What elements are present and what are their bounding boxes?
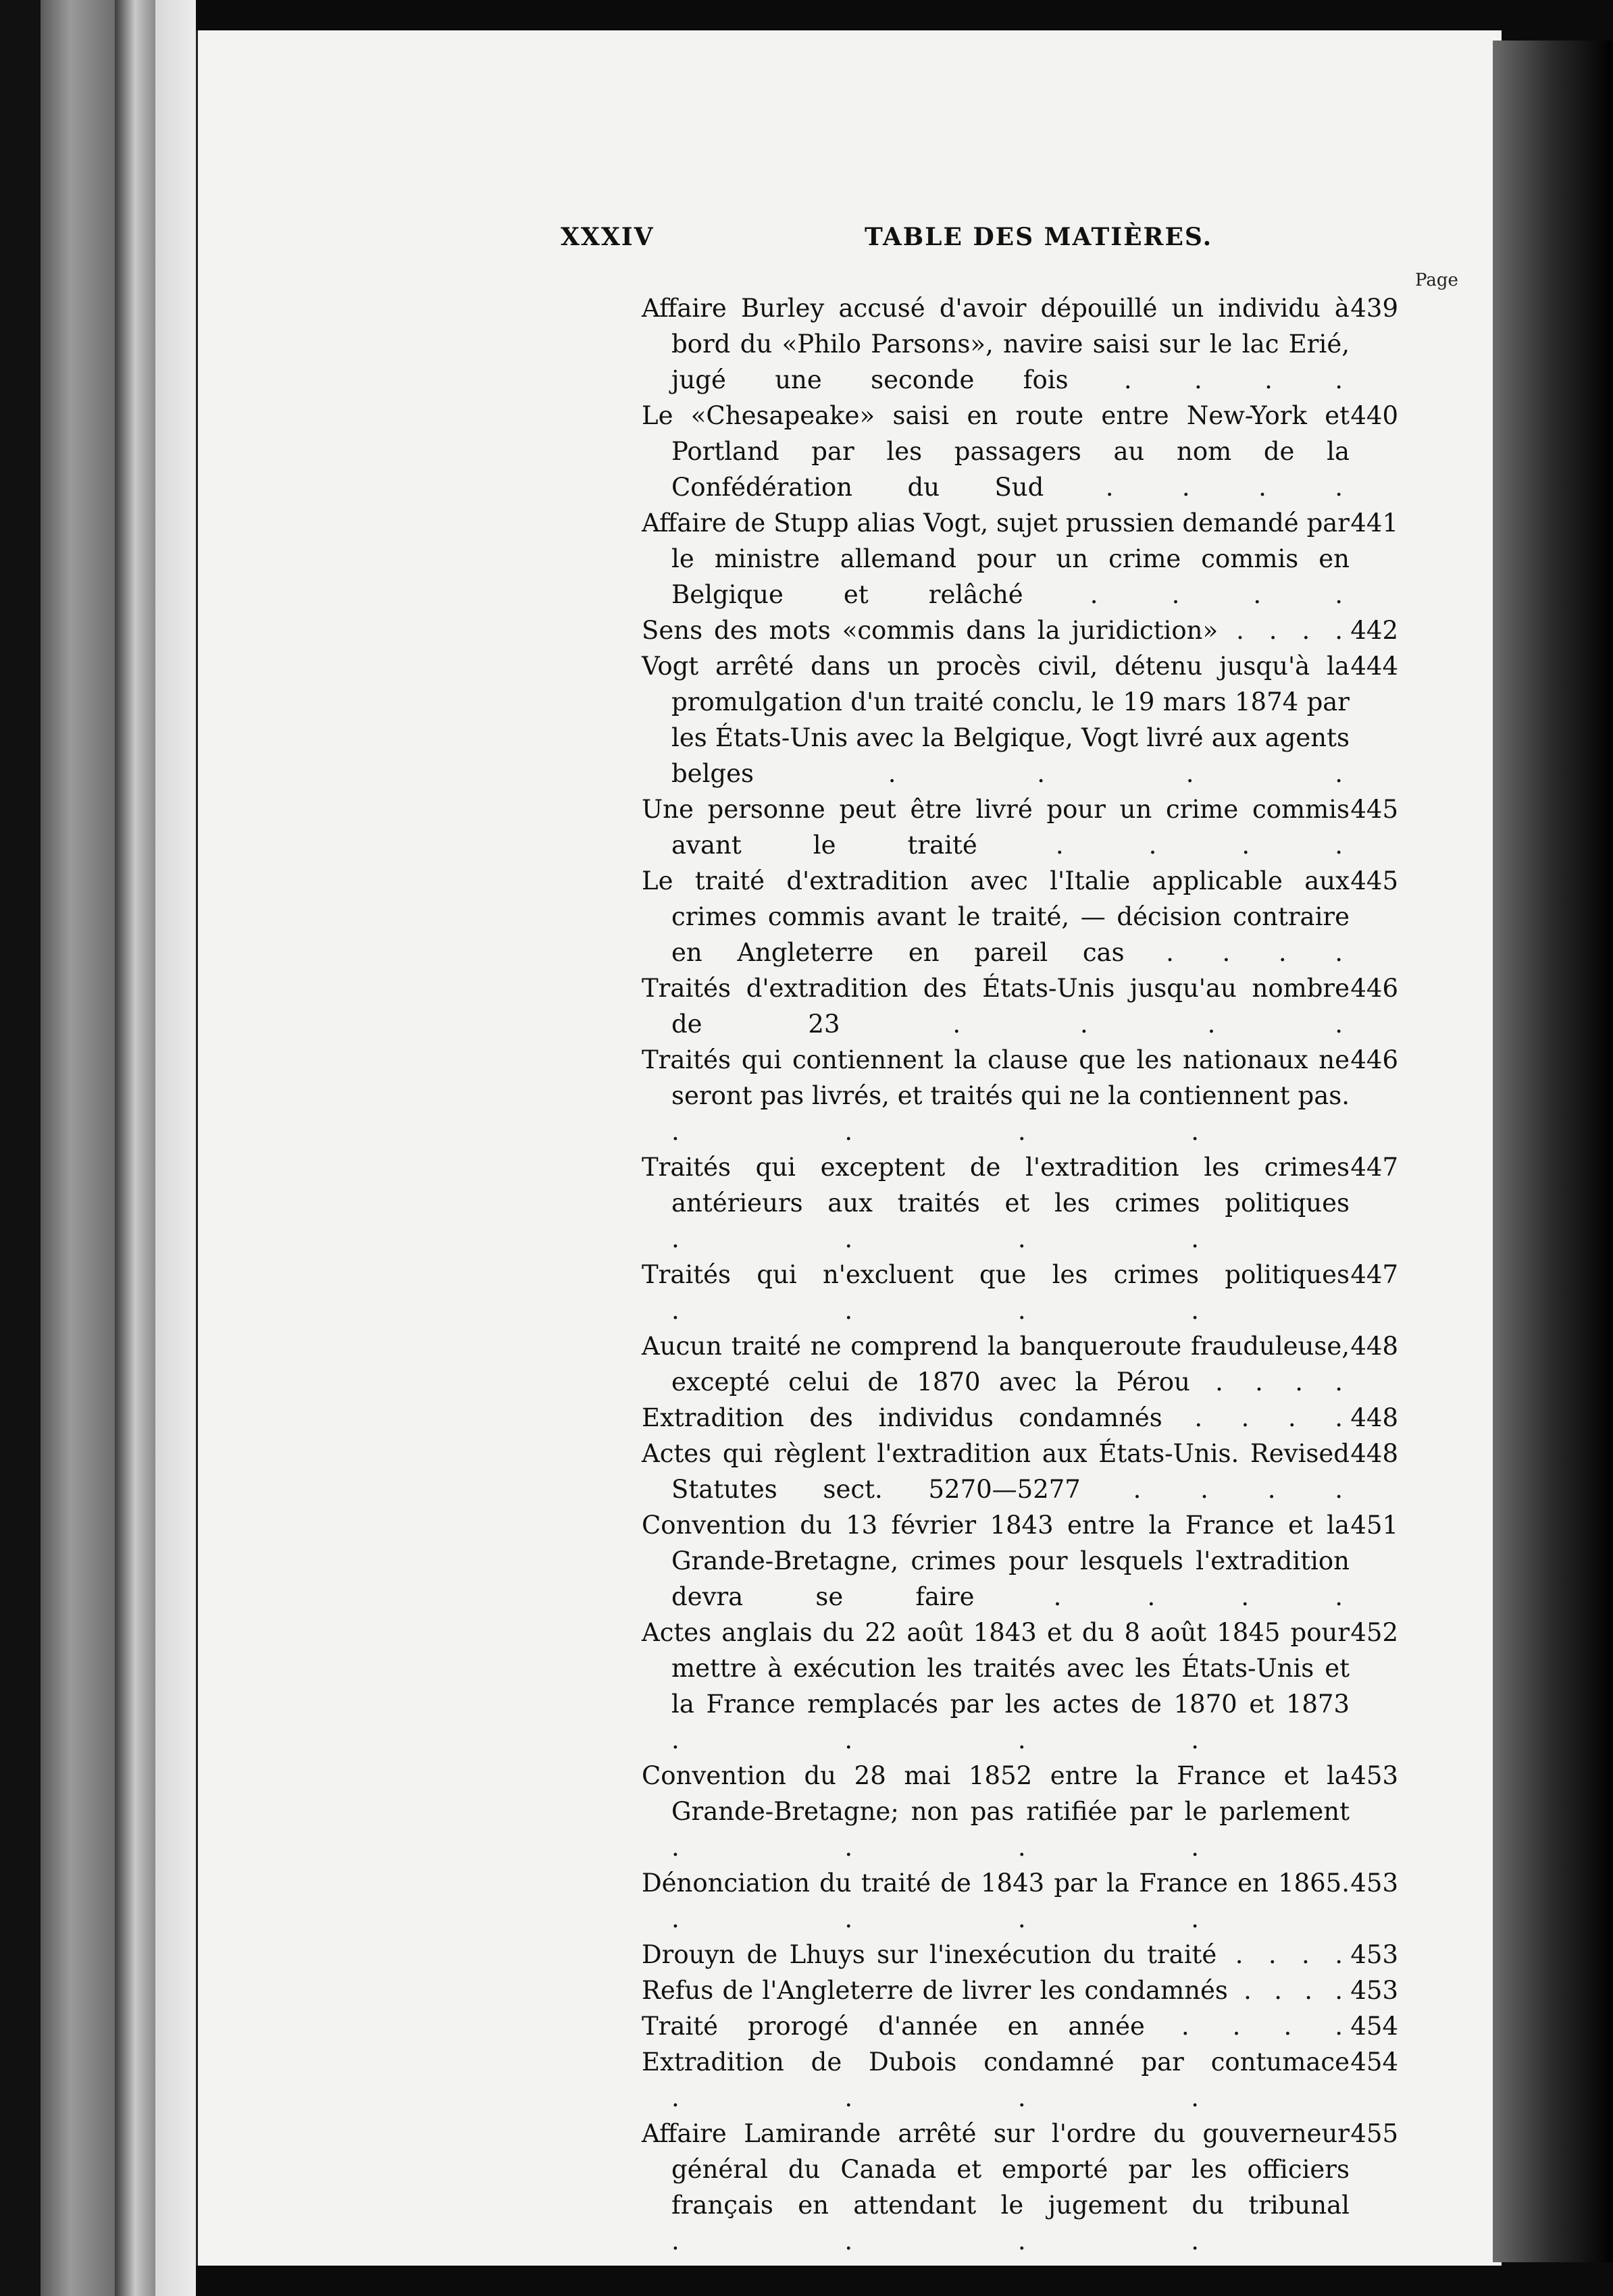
toc-entry-text [642,1615,1350,1758]
toc-entry-title: Le traité d'extradition avec l'Italie applicable aux crimes commis avant le traité, — décision contraire en Angleterre en pareil cas [642,866,1350,967]
toc-page-number: 452 [1350,1618,1398,1647]
toc-entry-title: Vogt arrêté dans un procès civil, détenu jusqu'à la promulgation d'un traité conclu, le 19 mars 1874 par les États-Unis avec la Belgique, Vogt livré aux agents belges [642,652,1350,788]
toc-entry-title: Actes anglais du 22 août 1843 et du 8 août 1845 pour mettre à exécution les traités avec les États-Unis et la France remplacés par les actes de 1870 et 1873 [642,1618,1350,1719]
toc-page-number: 454 [1350,2012,1398,2041]
leader-dots: . . . . [1068,365,1350,394]
toc-entry-title: Extradition des individus condamnés [642,1403,1162,1432]
running-title: TABLE DES MATIÈRES. [865,223,1213,251]
page-column-label: Page [1415,270,1458,290]
toc-entry-text [642,1436,1350,1507]
page-edges-middle [115,0,155,2296]
right-gutter-shadow [1493,41,1613,2262]
leader-dots: . . . . [671,1833,1206,1862]
leader-dots: . . . . [840,1010,1350,1039]
toc-entry [642,1328,1398,1400]
toc-entry-text [642,1400,1350,1436]
toc-entry [642,1615,1398,1758]
toc-entry-text [642,970,1350,1042]
toc-entry-text [642,1758,1350,1865]
toc-entry-text [642,1865,1350,1937]
toc-page-number: 453 [1350,1976,1398,2005]
toc-entry-text [642,2044,1350,2116]
toc-entry [642,970,1398,1042]
leader-dots: . . . . [974,1582,1350,1611]
toc-entry [642,612,1398,648]
toc-page-number: 451 [1350,1511,1398,1540]
toc-page-number: 444 [1350,652,1398,681]
toc-entry [642,1507,1398,1615]
leader-dots: . . . . [671,1904,1206,1933]
leader-dots: . . . . [1144,2012,1350,2041]
toc-entry-text [642,1149,1350,1257]
toc-entry-title: Affaire Burley accusé d'avoir dépouillé un individu à bord du «Philo Parsons», navire saisi sur le lac Erié, jugé une seconde fois [642,294,1350,394]
toc-page-number: 440 [1350,401,1398,430]
toc-page-number: 445 [1350,795,1398,824]
toc-entry-title: Traités qui n'excluent que les crimes politiques [642,1260,1350,1289]
toc-page-number: 447 [1350,1153,1398,1182]
leader-dots: . . . . [1044,473,1350,502]
leader-dots: . . . . [1217,1940,1350,1969]
toc-entry [642,648,1398,791]
toc-entry-text [642,1042,1350,1149]
toc-entry-text [642,398,1350,505]
toc-page-number: 453 [1350,1940,1398,1969]
leader-dots: . . . . [1080,1475,1350,1504]
toc-entry [642,1758,1398,1865]
toc-entry-text [642,290,1350,398]
toc-entry-title: Refus de l'Angleterre de livrer les condamnés [642,1976,1228,2005]
leader-dots: . . . . [1162,1403,1350,1432]
toc-page-number: 455 [1350,2119,1398,2148]
toc-page-number: 439 [1350,294,1398,323]
leader-dots: . . . . [1227,1976,1350,2005]
toc-entry-title: Le «Chesapeake» saisi en route entre New-York et Portland par les passagers au nom de la Confédération du Sud [642,401,1350,502]
leader-dots: . . . . [671,1296,1206,1325]
toc-entry [642,2008,1398,2044]
toc-entry-title: Traité prorogé d'année en année [642,2012,1145,2041]
page-edges-inner [155,0,196,2296]
leader-dots: . . . . [671,1224,1206,1253]
leader-dots: . . . . [671,2226,1206,2255]
toc-entry-text [642,612,1350,648]
toc-entry-title: Convention du 13 février 1843 entre la France et la Grande-Bretagne, crimes pour lesquels l'extradition devra se faire [642,1511,1350,1611]
folio-number: XXXIV [561,223,655,251]
toc-entry [642,290,1398,398]
toc-entry [642,1042,1398,1149]
leader-dots: . . . . [753,759,1350,788]
toc-entry [642,863,1398,970]
toc-page-number: 454 [1350,2047,1398,2077]
leader-dots: . . . . [671,1117,1206,1146]
toc-page-number: 453 [1350,1761,1398,1790]
toc-entry [642,1257,1398,1328]
toc-entry-text [642,1937,1350,1973]
toc-entry-text [642,1973,1350,2008]
toc-entry-text [642,1507,1350,1615]
toc-entry [642,1436,1398,1507]
toc-page-number: 446 [1350,974,1398,1003]
toc-entry-text [642,648,1350,791]
toc-entry-title: Actes qui règlent l'extradition aux États-Unis. Revised Statutes sect. 5270—5277 [642,1439,1350,1504]
toc-entry-title: Traités d'extradition des États-Unis jusqu'au nombre de 23 [642,974,1350,1039]
toc-page-number: 445 [1350,866,1398,895]
toc-page-number: 448 [1350,1439,1398,1468]
toc-page-number: 453 [1350,1869,1398,1898]
toc-page-number: 442 [1350,616,1398,645]
leader-dots: . . . . [671,1725,1206,1754]
toc-entry [642,1149,1398,1257]
toc-entry-title: Convention du 28 mai 1852 entre la France et la Grande-Bretagne; non pas ratifiée par le parlement [642,1761,1350,1826]
toc-entry [642,2116,1398,2259]
leader-dots: . . . . [1124,938,1350,967]
toc-entry [642,2044,1398,2116]
page-edges-outer [41,0,115,2296]
page-header [561,223,1405,263]
book-spine-shadow [0,0,41,2296]
toc-entry [642,1400,1398,1436]
toc-entry-title: Affaire de Stupp alias Vogt, sujet prussien demandé par le ministre allemand pour un crime commis en Belgique et relâché [642,508,1350,609]
toc-entry-title: Drouyn de Lhuys sur l'inexécution du traité [642,1940,1217,1969]
toc-entry [642,1973,1398,2008]
toc-entry [642,1865,1398,1937]
table-of-contents [642,290,1398,2259]
toc-entry-text [642,1257,1350,1328]
toc-entry [642,505,1398,612]
toc-entry-title: Dénonciation du traité de 1843 par la France en 1865. [642,1869,1350,1898]
toc-entry-text [642,791,1350,863]
leader-dots: . . . . [977,831,1350,860]
toc-entry-title: Extradition de Dubois condamné par contumace [642,2047,1350,2077]
toc-entry-title: Affaire Lamirande arrêté sur l'ordre du gouverneur général du Canada et emporté par les officiers français en attendant le jugement du tribunal [642,2119,1350,2220]
toc-entry [642,1937,1398,1973]
toc-entry-title: Traités qui contiennent la clause que les nationaux ne seront pas livrés, et traités qui ne la contiennent pas. [642,1045,1350,1110]
toc-page-number: 441 [1350,508,1398,538]
toc-page-number: 448 [1350,1403,1398,1432]
toc-entry-text [642,2116,1350,2259]
toc-entry-text [642,2008,1350,2044]
toc-entry-text [642,505,1350,612]
toc-entry-title: Aucun traité ne comprend la banqueroute frauduleuse, excepté celui de 1870 avec la Pérou [642,1332,1350,1397]
leader-dots: . . . . [671,2083,1206,2112]
toc-entry-title: Traités qui exceptent de l'extradition les crimes antérieurs aux traités et les crimes politiques [642,1153,1350,1218]
toc-entry-title: Une personne peut être livré pour un crime commis avant le traité [642,795,1350,860]
toc-entry-title: Sens des mots «commis dans la juridiction» [642,616,1219,645]
toc-entry-text [642,863,1350,970]
toc-page-number: 446 [1350,1045,1398,1074]
toc-entry [642,398,1398,505]
leader-dots: . . . . [1218,616,1350,645]
toc-entry [642,791,1398,863]
leader-dots: . . . . [1189,1367,1350,1397]
toc-page-number: 448 [1350,1332,1398,1361]
leader-dots: . . . . [1023,580,1350,609]
toc-entry-text [642,1328,1350,1400]
toc-page-number: 447 [1350,1260,1398,1289]
